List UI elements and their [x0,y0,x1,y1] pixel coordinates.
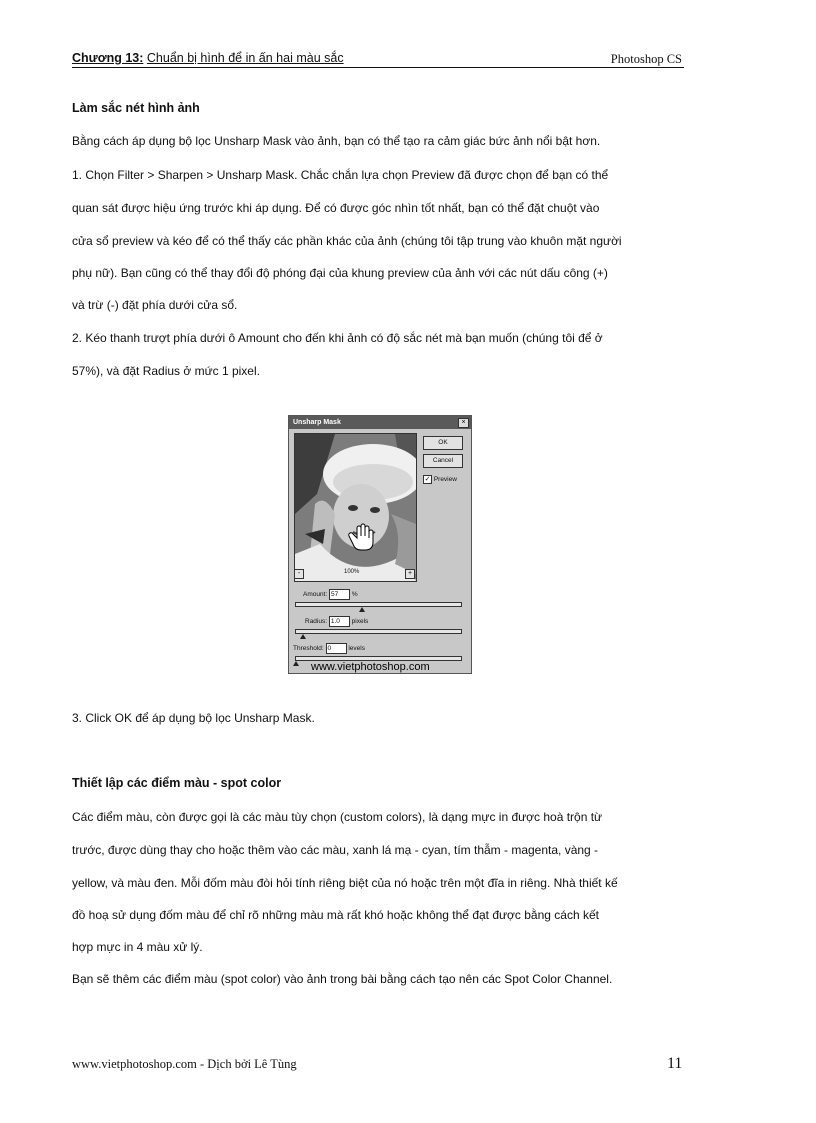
amount-input[interactable]: 57 [329,589,350,600]
amount-slider-thumb[interactable] [359,607,365,612]
radius-slider-thumb[interactable] [300,634,306,639]
preview-photo[interactable] [294,433,417,582]
threshold-input[interactable]: 0 [326,643,347,654]
paragraph-line: hợp mực in 4 màu xử lý. [72,940,203,954]
paragraph-line: quan sát được hiệu ứng trước khi áp dụng. Để có được góc nhìn tốt nhất, bạn có thể đặt chuột vào [72,201,600,215]
radius-input[interactable]: 1.0 [329,616,350,627]
ok-button[interactable]: OK [423,436,463,450]
watermark: www.vietphotoshop.com [311,661,430,673]
zoom-in-button[interactable]: + [405,569,415,579]
preview-checkbox-row[interactable] [423,475,457,484]
paragraph-line: 1. Chọn Filter > Sharpen > Unsharp Mask. Chắc chắn lựa chọn Preview đã được chọn để bạn có thể [72,168,609,182]
footer-credit: www.vietphotoshop.com - Dịch bởi Lê Tùng [72,1057,297,1071]
paragraph-line: yellow, và màu đen. Mỗi đốm màu đòi hỏi tính riêng biệt của nó hoặc trên một đĩa in riêng. Nhà thiết kế [72,876,618,890]
amount-unit: % [351,591,358,599]
radius-row [305,616,368,627]
threshold-slider-thumb[interactable] [293,661,299,666]
preview-label: Preview [433,476,457,484]
paragraph-line: cửa sổ preview và kéo để có thể thấy các phần khác của ảnh (chúng tôi tập trung vào khuôn mặt người [72,234,622,248]
radius-slider[interactable] [295,629,462,634]
paragraph-line: phụ nữ). Bạn cũng có thể thay đổi độ phóng đại của khung preview của ảnh với các nút dấu công (+) [72,266,608,280]
zoom-out-button[interactable]: - [294,569,304,579]
close-icon[interactable]: × [458,418,469,428]
radius-label: Radius: [305,618,328,626]
chapter-label: Chương 13: [72,51,144,65]
step3-text: 3. Click OK để áp dụng bộ lọc Unsharp Mask. [72,711,315,725]
paragraph-line: Bạn sẽ thêm các điểm màu (spot color) vào ảnh trong bài bằng cách tạo nên các Spot Color Channel. [72,972,613,986]
paragraph-line: và trừ (-) đặt phía dưới cửa sổ. [72,298,238,312]
paragraph-line: 57%), và đặt Radius ở mức 1 pixel. [72,364,260,378]
preview-checkbox[interactable]: ✓ [424,476,431,483]
zoom-controls [294,569,415,578]
unsharp-mask-dialog-figure [288,415,472,674]
zoom-level: 100% [344,569,360,575]
amount-row [303,589,358,600]
paragraph-line: 2. Kéo thanh trượt phía dưới ô Amount cho đến khi ảnh có độ sắc nét mà bạn muốn (chúng tôi để ở [72,331,603,345]
radius-unit: pixels [351,618,369,626]
page-header [72,51,684,68]
amount-slider[interactable] [295,602,462,607]
paragraph-line: trước, được dùng thay cho hoặc thêm vào các màu, xanh lá mạ - cyan, tím thẫm - magenta, vàng - [72,843,599,857]
threshold-unit: levels [348,645,365,653]
section-heading-sharpen: Làm sắc nét hình ảnh [72,101,200,115]
chapter-title: Chuẩn bị hình để in ấn hai màu sắc [146,51,344,65]
woman-portrait-image [295,434,416,581]
dialog-title: Unsharp Mask [289,416,471,429]
paragraph-line: Các điểm màu, còn được gọi là các màu tùy chọn (custom colors), là dạng mực in được hoà trộn từ [72,810,603,824]
paragraph-line: Bằng cách áp dụng bộ lọc Unsharp Mask vào ảnh, bạn có thể tạo ra cảm giác bức ảnh nổi bật hơn. [72,134,601,148]
amount-label: Amount: [303,591,328,599]
page-number: 11 [667,1055,683,1072]
cancel-button[interactable]: Cancel [423,454,463,468]
section-heading-spot-color: Thiết lập các điểm màu - spot color [72,776,282,790]
threshold-label: Threshold: [293,645,324,653]
paragraph-line: đồ hoạ sử dụng đốm màu để chỉ rõ những màu mà rất khó hoặc không thể đạt được bằng cách kết [72,908,599,922]
chapter-heading [72,51,344,65]
threshold-row [293,643,365,654]
product-name: Photoshop CS [610,52,682,66]
